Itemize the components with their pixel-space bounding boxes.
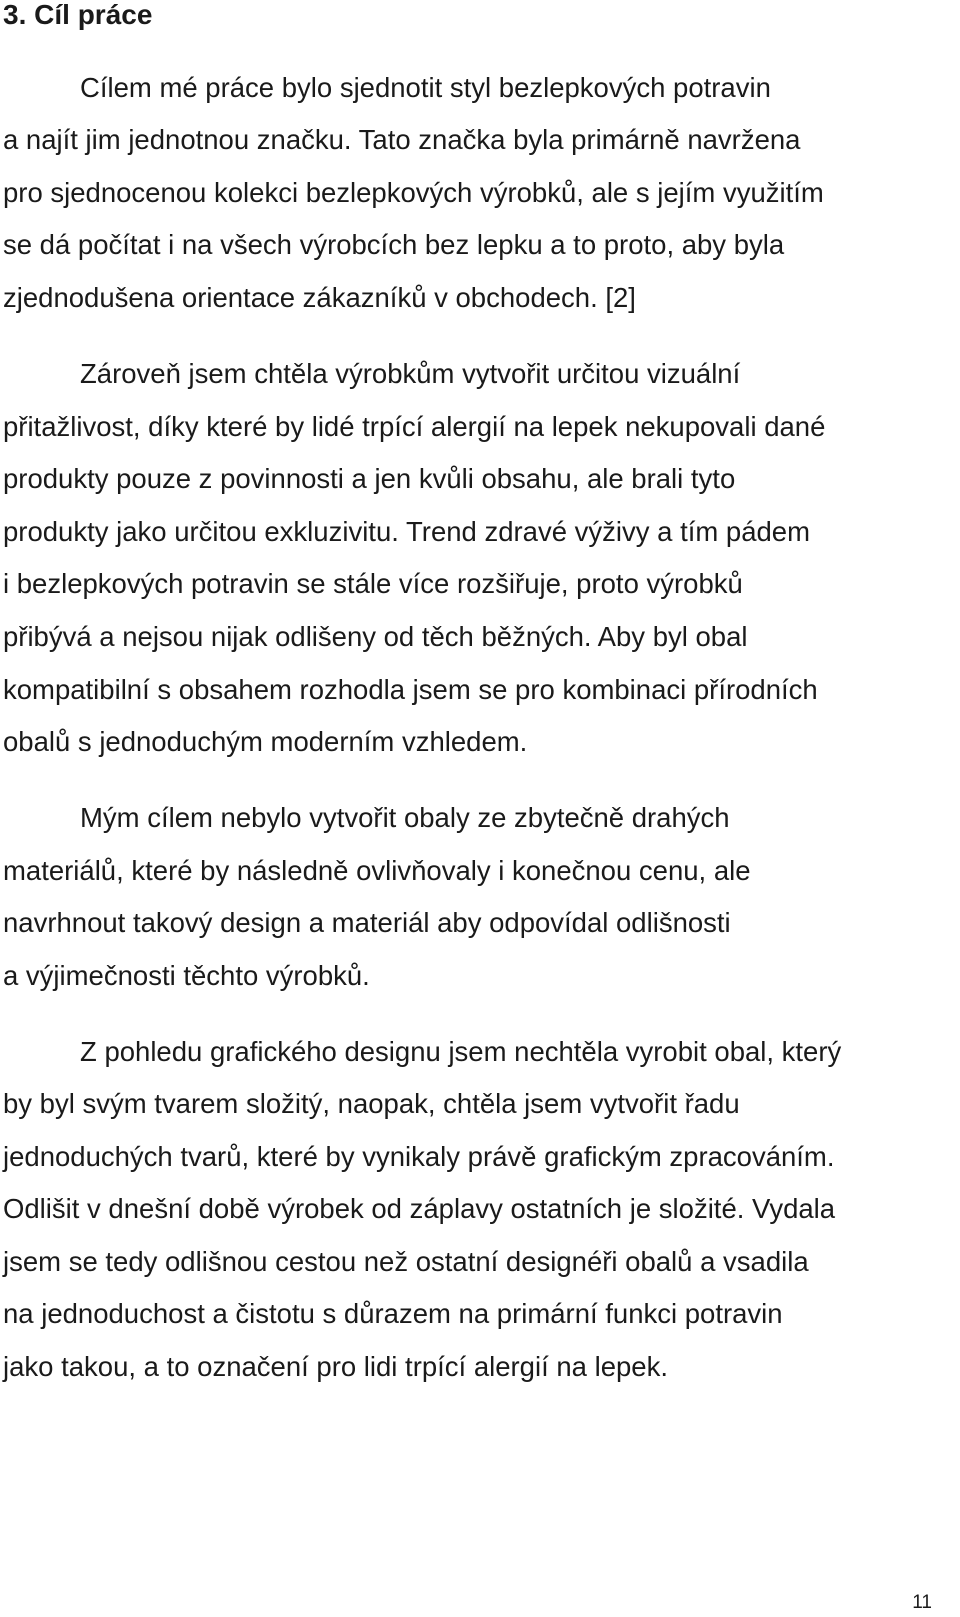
text-line: Z pohledu grafického designu jsem nechtěla vyrobit obal, který — [80, 1036, 842, 1067]
text-line: materiálů, které by následně ovlivňovaly i konečnou cenu, ale — [3, 855, 751, 886]
text-line: Zároveň jsem chtěla výrobkům vytvořit určitou vizuální — [80, 358, 741, 389]
text-line: přibývá a nejsou nijak odlišeny od těch běžných. Aby byl obal — [3, 621, 748, 652]
text-line: by byl svým tvarem složitý, naopak, chtěla jsem vytvořit řadu — [3, 1088, 740, 1119]
text-line: se dá počítat i na všech výrobcích bez lepku a to proto, aby byla — [3, 229, 785, 260]
text-line: a najít jim jednotnou značku. Tato značka byla primárně navržena — [3, 124, 801, 155]
text-line: pro sjednocenou kolekci bezlepkových výrobků, ale s jejím využitím — [3, 177, 824, 208]
page-number: 11 — [912, 1592, 932, 1613]
text-line: produkty pouze z povinnosti a jen kvůli obsahu, ale brali tyto — [3, 463, 736, 494]
text-line: zjednodušena orientace zákazníků v obchodech. [2] — [3, 282, 636, 313]
section-heading: 3. Cíl práce — [3, 0, 153, 30]
text-line: i bezlepkových potravin se stále více rozšiřuje, proto výrobků — [3, 568, 743, 599]
text-line: kompatibilní s obsahem rozhodla jsem se pro kombinaci přírodních — [3, 674, 818, 705]
text-line: Odlišit v dnešní době výrobek od záplavy ostatních je složité. Vydala — [3, 1193, 836, 1224]
text-line: Cílem mé práce bylo sjednotit styl bezlepkových potravin — [80, 72, 771, 103]
text-line: na jednoduchost a čistotu s důrazem na primární funkci potravin — [3, 1298, 783, 1329]
text-line: a výjimečnosti těchto výrobků. — [3, 960, 370, 991]
text-line: jako takou, a to označení pro lidi trpící alergií na lepek. — [3, 1351, 668, 1382]
text-line: jednoduchých tvarů, které by vynikaly právě grafickým zpracováním. — [3, 1141, 835, 1172]
text-line: navrhnout takový design a materiál aby odpovídal odlišnosti — [3, 907, 731, 938]
text-line: obalů s jednoduchým moderním vzhledem. — [3, 726, 528, 757]
text-line: jsem se tedy odlišnou cestou než ostatní designéři obalů a vsadila — [3, 1246, 809, 1277]
text-line: Mým cílem nebylo vytvořit obaly ze zbytečně drahých — [80, 802, 730, 833]
text-line: přitažlivost, díky které by lidé trpící alergií na lepek nekupovali dané — [3, 411, 826, 442]
text-line: produkty jako určitou exkluzivitu. Trend zdravé výživy a tím pádem — [3, 516, 811, 547]
